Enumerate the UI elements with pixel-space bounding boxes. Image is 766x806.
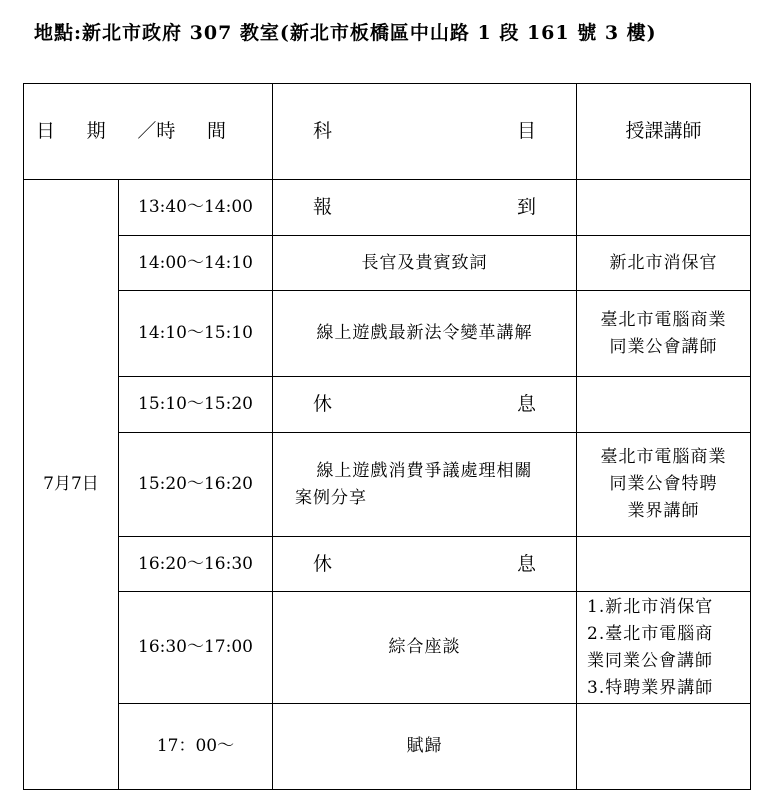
table-row: [24, 592, 751, 704]
header-time-char-2: 間: [206, 120, 226, 142]
time-cell: 14:00～14:10: [119, 236, 273, 291]
header-time-char-1: ／時: [137, 120, 176, 142]
table-row: [24, 537, 751, 592]
instructor-cell: [577, 180, 751, 236]
table-row: [24, 236, 751, 291]
table-row: [24, 291, 751, 377]
header-subject-char-1: 科: [313, 120, 333, 142]
instructor-header: 授課講師: [577, 84, 751, 180]
subject-cell: 賦歸: [273, 704, 577, 790]
header-date-char-2: 期: [86, 120, 106, 142]
subject-header: [273, 84, 577, 180]
header-row: [24, 84, 751, 180]
time-cell: 14:10～15:10: [119, 291, 273, 377]
date-cell: 7月7日: [24, 180, 119, 790]
instructor-cell: [577, 704, 751, 790]
time-cell: 16:30～17:00: [119, 592, 273, 704]
subject-cell: 報 到: [273, 180, 577, 236]
subject-cell: 休 息: [273, 377, 577, 433]
instructor-cell: [577, 377, 751, 433]
instructor-cell: 臺北市電腦商業 同業公會特聘 業界講師: [577, 433, 751, 537]
table-row: [24, 704, 751, 790]
instructor-cell: 臺北市電腦商業 同業公會講師: [577, 291, 751, 377]
instructor-cell: 新北市消保官: [577, 236, 751, 291]
subject-cell: 休 息: [273, 537, 577, 592]
table-row: [24, 180, 751, 236]
instructor-cell: [577, 537, 751, 592]
time-cell: 16:20～16:30: [119, 537, 273, 592]
time-cell: 17：00～: [119, 704, 273, 790]
time-cell: 15:20～16:20: [119, 433, 273, 537]
subject-cell: 線上遊戲最新法令變革講解: [273, 291, 577, 377]
instructor-cell: 1.新北市消保官 2.臺北市電腦商 業同業公會講師 3.特聘業界講師: [577, 592, 751, 704]
schedule-table: [23, 83, 751, 790]
table-row: [24, 377, 751, 433]
subject-cell: 線上遊戲消費爭議處理相關 案例分享: [273, 433, 577, 537]
location-line: 地點:新北市政府 307 教室(新北市板橋區中山路 1 段 161 號 3 樓): [34, 22, 657, 44]
time-cell: 13:40～14:00: [119, 180, 273, 236]
subject-cell: 綜合座談: [273, 592, 577, 704]
date-time-header: [24, 84, 273, 180]
header-subject-char-2: 目: [516, 120, 536, 142]
subject-cell: 長官及貴賓致詞: [273, 236, 577, 291]
time-cell: 15:10～15:20: [119, 377, 273, 433]
table-row: [24, 433, 751, 537]
header-date-char-1: 日: [36, 120, 56, 142]
